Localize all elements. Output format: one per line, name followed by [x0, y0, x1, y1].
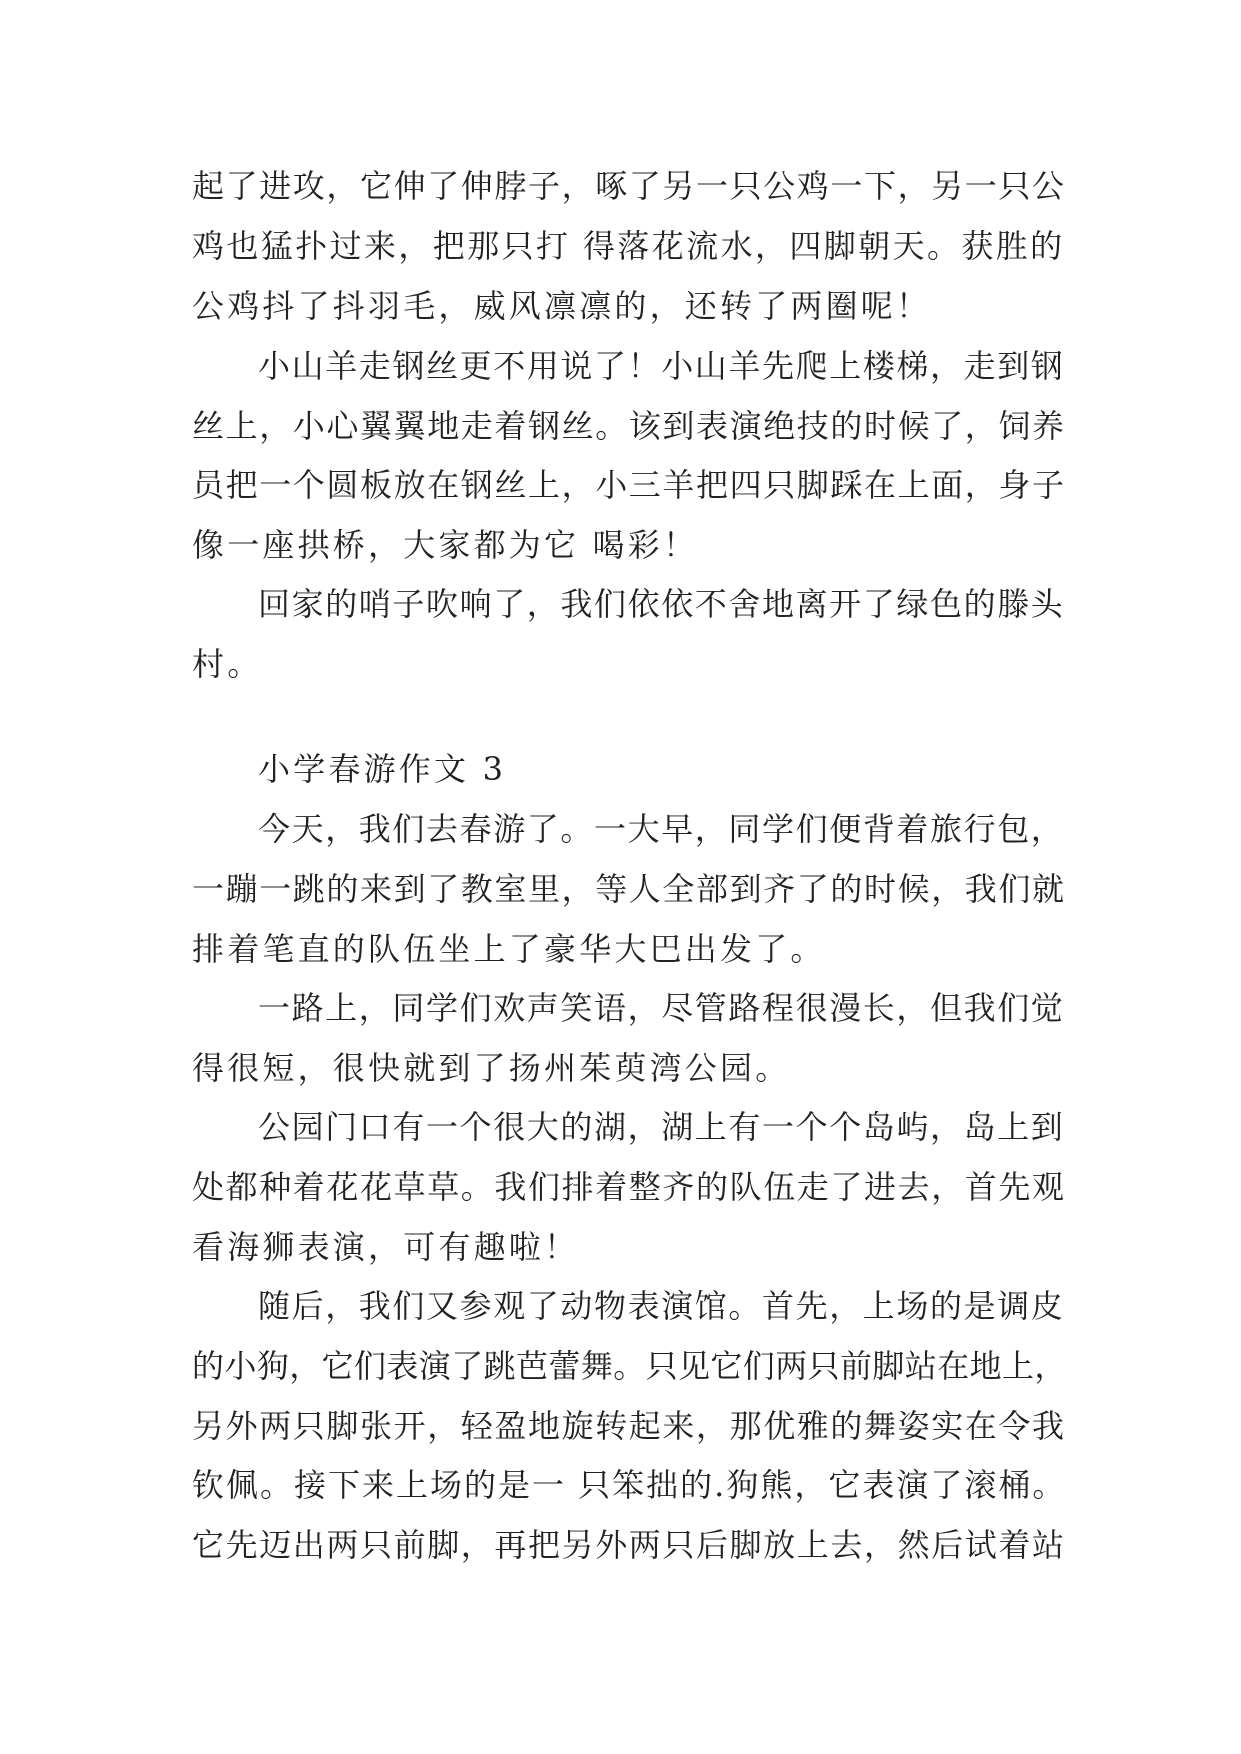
- text-line: 丝上，小心翼翼地走着钢丝。该到表演绝技的时候了，饲养: [192, 407, 1066, 445]
- paragraph-first-line: 回家的哨子吹响了，我们依依不舍地离开了绿色的滕头: [258, 585, 1065, 623]
- text-line: 村。: [192, 645, 263, 683]
- paragraph-first-line: 公园门口有一个很大的湖，湖上有一个个岛屿，岛上到: [258, 1108, 1065, 1146]
- text-line: 看海狮表演，可有趣啦！: [192, 1228, 580, 1266]
- text-line: 得很短，很快就到了扬州茱萸湾公园。: [192, 1049, 791, 1087]
- paragraph-first-line: 一路上，同学们欢声笑语，尽管路程很漫长，但我们觉: [258, 989, 1065, 1027]
- text-line: 钦佩。接下来上场的是一 只笨拙的.狗熊，它表演了滚桶。: [192, 1466, 1067, 1504]
- section-heading: 小学春游作文 3: [258, 750, 507, 788]
- text-line: 员把一个圆板放在钢丝上，小三羊把四只脚踩在上面，身子: [192, 466, 1066, 504]
- text-line: 一蹦一跳的来到了教室里，等人全部到齐了的时候，我们就: [192, 870, 1066, 908]
- paragraph-first-line: 今天，我们去春游了。一大早，同学们便背着旅行包，: [258, 810, 1065, 848]
- paragraph-first-line: 随后，我们又参观了动物表演馆。首先，上场的是调皮: [258, 1287, 1065, 1325]
- text-line: 鸡也猛扑过来，把那只打 得落花流水，四脚朝天。获胜的: [192, 227, 1065, 265]
- text-line: 它先迈出两只前脚，再把另外两只后脚放上去，然后试着站: [192, 1526, 1066, 1564]
- text-line: 的小狗，它们表演了跳芭蕾舞。只见它们两只前脚站在地上，: [192, 1347, 1067, 1385]
- text-line: 处都种着花花草草。我们排着整齐的队伍走了进去，首先观: [192, 1168, 1066, 1206]
- paragraph-first-line: 小山羊走钢丝更不用说了！小山羊先爬上楼梯，走到钢: [258, 347, 1065, 385]
- text-line: 像一座拱桥，大家都为它 喝彩！: [192, 526, 699, 564]
- text-line: 另外两只脚张开，轻盈地旋转起来，那优雅的舞姿实在令我: [192, 1407, 1066, 1445]
- text-line: 排着笔直的队伍坐上了豪华大巴出发了。: [192, 930, 826, 968]
- text-line: 起了进攻，它伸了伸脖子，啄了另一只公鸡一下，另一只公: [192, 167, 1066, 205]
- text-line: 公鸡抖了抖羽毛，威风凛凛的，还转了两圈呢！: [192, 287, 932, 325]
